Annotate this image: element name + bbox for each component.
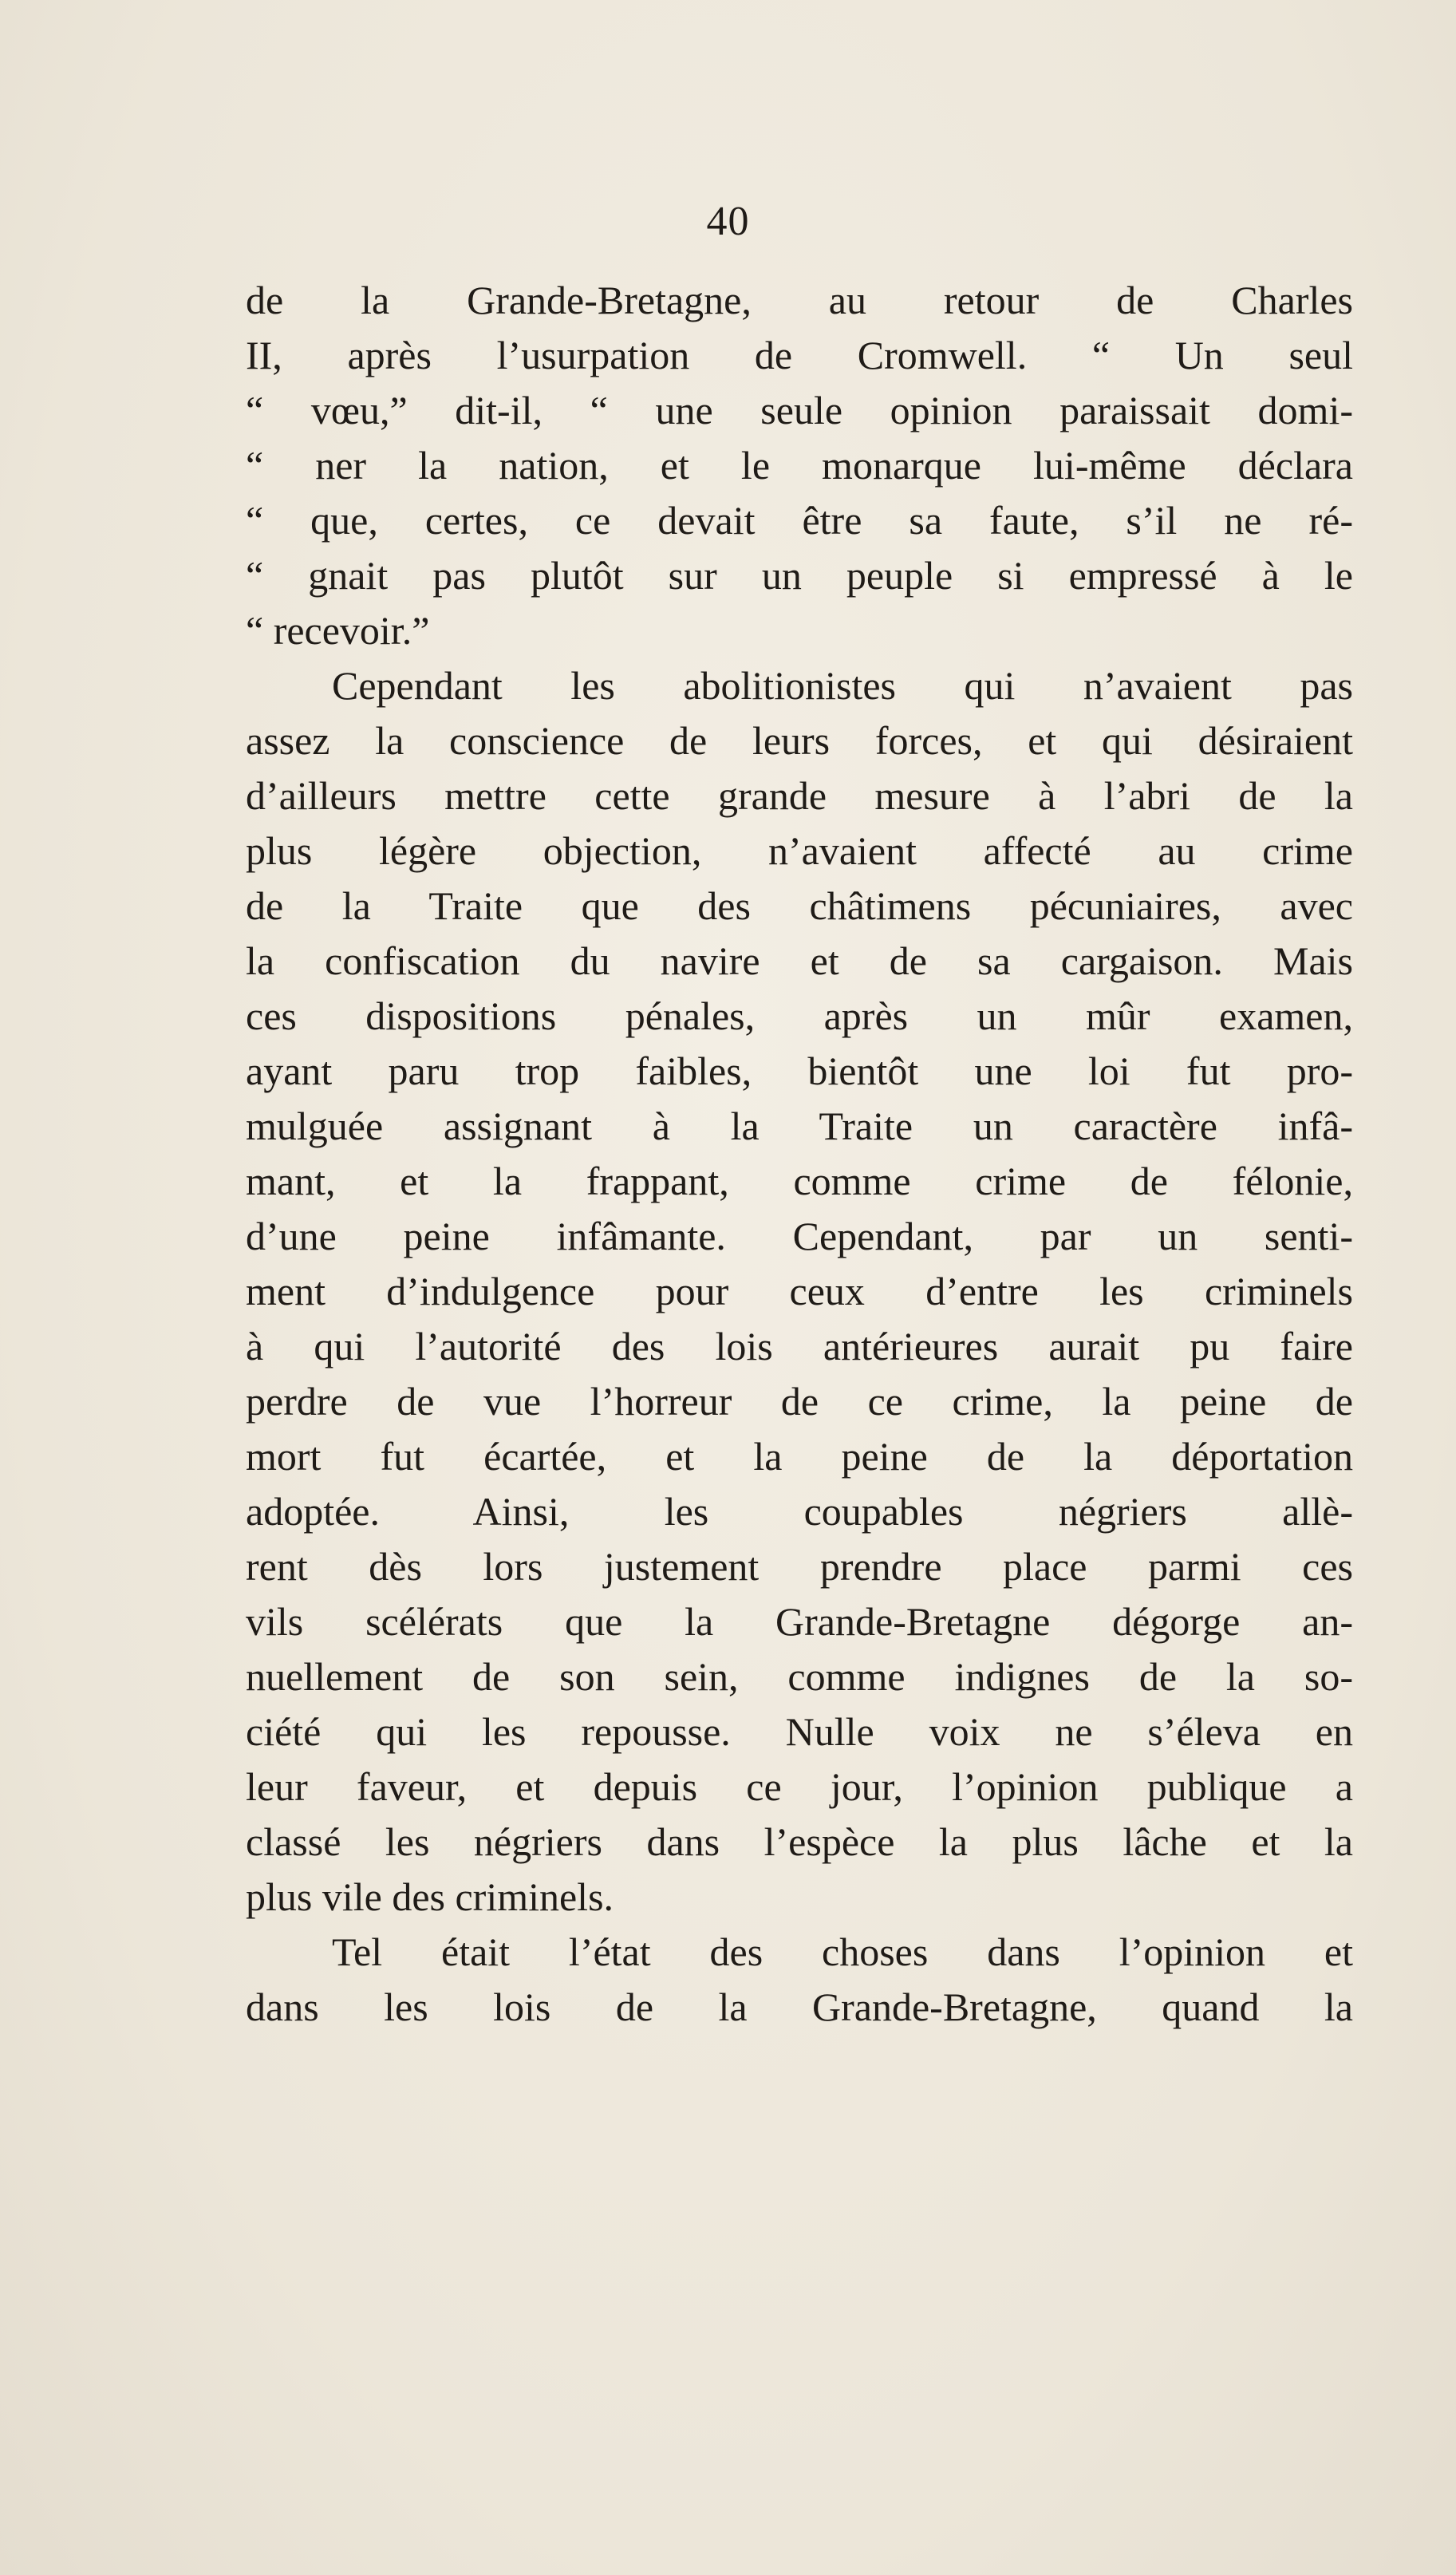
page-number: 40 xyxy=(706,199,750,244)
text-line: dans les lois de la Grande-Bretagne, quand la xyxy=(246,1985,1353,2029)
text-line: classé les négriers dans l’espèce la plus lâche et la xyxy=(246,1819,1353,1864)
text-line: rent dès lors justement prendre place parmi ces xyxy=(246,1544,1353,1589)
text-line: ment d’indulgence pour ceux d’entre les criminels xyxy=(246,1269,1353,1313)
text-line: plus légère objection, n’avaient affecté au crime xyxy=(246,828,1353,873)
text-line: “ gnait pas plutôt sur un peuple si empressé à le xyxy=(246,553,1353,598)
text-line: Cependant les abolitionistes qui n’avaient pas xyxy=(332,663,1353,708)
text-line: ayant paru trop faibles, bientôt une loi fut pro- xyxy=(246,1049,1353,1093)
text-line: de la Traite que des châtimens pécuniaires, avec xyxy=(246,883,1353,928)
text-line: “ recevoir.” xyxy=(246,608,430,653)
text-line: leur faveur, et depuis ce jour, l’opinion publique a xyxy=(246,1764,1353,1809)
text-line: mant, et la frappant, comme crime de félonie, xyxy=(246,1159,1353,1203)
text-line: “ que, certes, ce devait être sa faute, s’il ne ré- xyxy=(246,498,1353,543)
text-line: à qui l’autorité des lois antérieures aurait pu faire xyxy=(246,1324,1353,1368)
text-line: plus vile des criminels. xyxy=(246,1874,614,1919)
text-line: mulguée assignant à la Traite un caractère infâ- xyxy=(246,1104,1353,1148)
text-line: adoptée. Ainsi, les coupables négriers allè- xyxy=(246,1489,1353,1534)
text-line: perdre de vue l’horreur de ce crime, la peine de xyxy=(246,1379,1353,1424)
text-line: assez la conscience de leurs forces, et qui désiraient xyxy=(246,718,1353,763)
body-text xyxy=(246,273,1353,2035)
text-line: nuellement de son sein, comme indignes de la so- xyxy=(246,1654,1353,1699)
text-line: la confiscation du navire et de sa cargaison. Mais xyxy=(246,938,1353,983)
text-line: d’une peine infâmante. Cependant, par un senti- xyxy=(246,1214,1353,1258)
text-line: Tel était l’état des choses dans l’opinion et xyxy=(332,1929,1353,1974)
text-line: “ ner la nation, et le monarque lui-même déclara xyxy=(246,443,1353,488)
text-line: ciété qui les repousse. Nulle voix ne s’éleva en xyxy=(246,1709,1353,1754)
text-line: de la Grande-Bretagne, au retour de Charles xyxy=(246,278,1353,322)
text-line: II, après l’usurpation de Cromwell. “ Un seul xyxy=(246,333,1353,377)
text-line: “ vœu,” dit-il, “ une seule opinion paraissait domi- xyxy=(246,388,1353,432)
text-line: mort fut écartée, et la peine de la déportation xyxy=(246,1434,1353,1479)
text-line: ces dispositions pénales, après un mûr examen, xyxy=(246,993,1353,1038)
text-line: d’ailleurs mettre cette grande mesure à l’abri de la xyxy=(246,773,1353,818)
text-line: vils scélérats que la Grande-Bretagne dégorge an- xyxy=(246,1599,1353,1644)
